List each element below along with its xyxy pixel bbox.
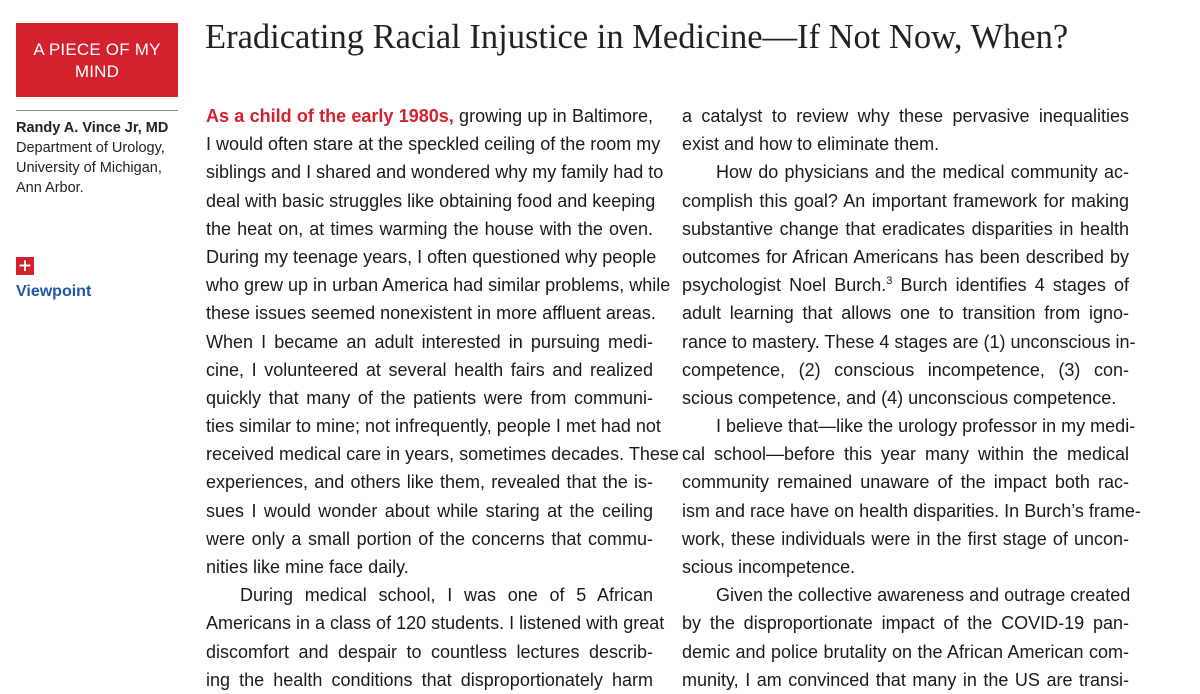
text-line: the heat on, at times warming the house with the oven. [206, 218, 653, 239]
text-line: exist and how to eliminate them. [682, 134, 940, 155]
text-line: ing the health conditions that disproportionately harm [206, 669, 653, 690]
text-line: sues I would wonder about while staring at the ceiling [206, 500, 653, 521]
plus-icon[interactable]: + [17, 256, 33, 276]
text-line: complish this goal? An important framework for making [682, 190, 1129, 211]
paragraph-2 [206, 581, 665, 694]
text-line [206, 102, 653, 130]
paragraph-framework [682, 158, 1136, 412]
affiliation-line: University of Michigan, [16, 160, 162, 176]
text-line: adult learning that allows one to transition from igno- [682, 303, 1129, 324]
text-line: How do physicians and the medical community ac- [716, 162, 1129, 183]
text-line: scious incompetence. [682, 557, 856, 577]
text-line: During my teenage years, I often questioned why people [206, 246, 657, 267]
text-line: experiences, and others like them, revealed that the is- [206, 472, 653, 493]
text-line: nities like mine face daily. [206, 557, 409, 577]
text-span: psychologist Noel Burch. [682, 275, 887, 296]
text-line: community remained unaware of the impact both rac- [682, 472, 1129, 493]
affiliation-line: Ann Arbor. [16, 180, 84, 196]
article-title: Eradicating Racial Injustice in Medicine—If Not Now, When? [205, 18, 1069, 56]
text-line: quickly that many of the patients were from communi- [206, 387, 653, 408]
text-line [682, 271, 1129, 299]
reference-superscript[interactable]: 3 [886, 275, 893, 288]
text-line: I would often stare at the speckled ceiling of the room my [206, 134, 661, 155]
text-line: siblings and I shared and wondered why my family had to [206, 162, 664, 183]
text-line: cine, I volunteered at several health fairs and realized [206, 359, 653, 380]
lead-in: As a child of the early 1980s, [206, 106, 454, 126]
text-span: growing up in Baltimore, [453, 106, 653, 126]
text-span: Burch identifies 4 stages of [892, 275, 1129, 296]
byline [16, 118, 188, 198]
left-column [206, 102, 679, 694]
section-divider [16, 110, 178, 111]
text-line: outcomes for African Americans has been described by [682, 246, 1129, 267]
text-line: these issues seemed nonexistent in more affluent areas. [206, 303, 656, 324]
text-line: munity, I am convinced that many in the US are transi- [682, 669, 1129, 690]
text-line: were only a small portion of the concerns that commu- [206, 528, 653, 549]
text-line: who grew up in urban America had similar problems, while [206, 275, 671, 296]
text-line: I believe that—like the urology professor in my medi- [716, 416, 1136, 437]
text-line: by the disproportionate impact of the COVID-19 pan- [682, 613, 1129, 634]
text-line: competence, (2) conscious incompetence, (3) con- [682, 359, 1129, 380]
text-line: scious competence, and (4) unconscious competence. [682, 387, 1117, 408]
text-line: cal school—before this year many within the medical [682, 444, 1129, 465]
text-line: ties similar to mine; not infrequently, people I met had not [206, 416, 661, 437]
text-line: deal with basic struggles like obtaining food and keeping [206, 190, 656, 211]
paragraph-awareness [682, 581, 1129, 694]
text-line: Given the collective awareness and outrage created [716, 585, 1131, 606]
viewpoint-link[interactable]: Viewpoint [16, 283, 92, 300]
affiliation-line: Department of Urology, [16, 140, 165, 156]
text-line: received medical care in years, sometimes decades. These [206, 444, 679, 465]
text-line: substantive change that eradicates disparities in health [682, 218, 1129, 239]
paragraph-continued [682, 102, 1129, 158]
text-line: When I became an adult interested in pursuing medi- [206, 331, 653, 352]
text-line: demic and police brutality on the African American com- [682, 641, 1129, 662]
section-badge: A PIECE OF MY MIND [16, 23, 178, 97]
text-line: discomfort and despair to countless lectures describ- [206, 641, 653, 662]
paragraph-1 [206, 102, 679, 581]
text-line: During medical school, I was one of 5 African [240, 585, 653, 606]
text-line: ism and race have on health disparities. In Burch’s frame- [682, 500, 1141, 521]
author-name: Randy A. Vince Jr, MD [16, 120, 169, 136]
paragraph-belief [682, 412, 1141, 581]
text-line: a catalyst to review why these pervasive inequalities [682, 106, 1129, 126]
text-line: rance to mastery. These 4 stages are (1) unconscious in- [682, 331, 1136, 352]
text-line: work, these individuals were in the first stage of uncon- [682, 528, 1129, 549]
text-line: Americans in a class of 120 students. I listened with great [206, 613, 665, 634]
right-column [682, 102, 1141, 694]
